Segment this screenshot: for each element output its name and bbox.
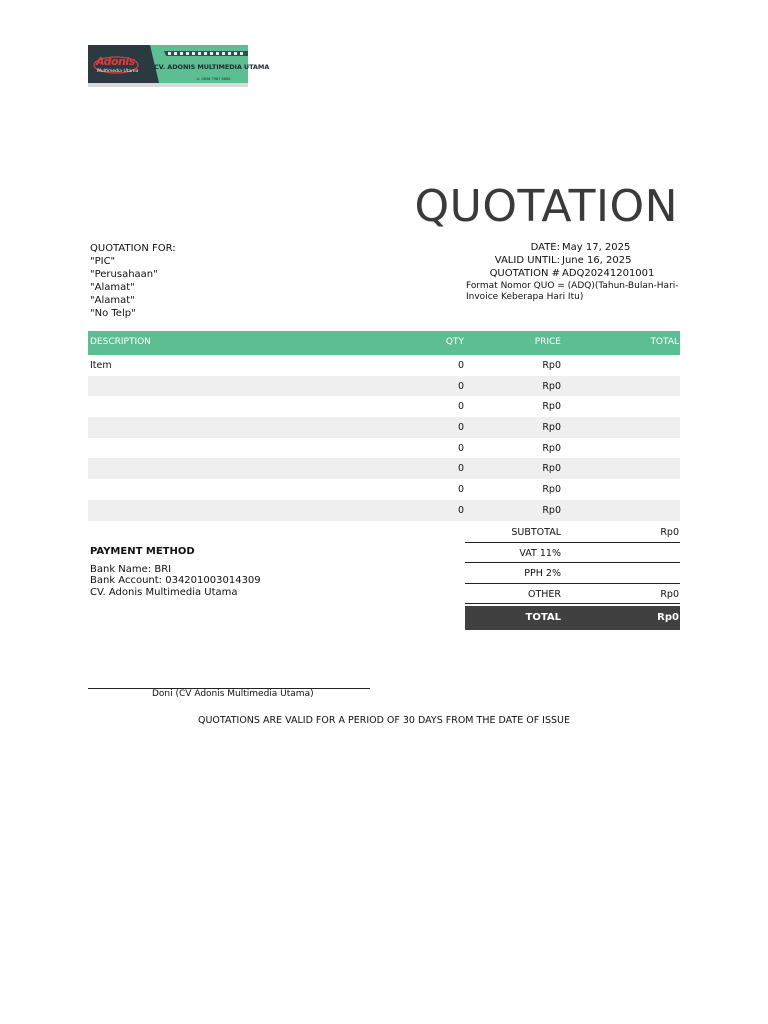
validity-text: QUOTATIONS ARE VALID FOR A PERIOD OF 30 DAYS FROM THE DATE OF ISSUE: [197, 715, 571, 726]
table-row: [88, 355, 680, 376]
row-price: Rp0: [542, 463, 561, 475]
row-qty: 0: [457, 401, 464, 413]
vat-label: VAT 11%: [519, 547, 561, 559]
account-holder: CV. Adonis Multimedia Utama: [90, 586, 238, 598]
payment-method: [90, 546, 261, 598]
client-pic: "PIC": [90, 256, 116, 267]
subtotal-row: [465, 522, 680, 543]
header-total: TOTAL: [650, 337, 679, 347]
items-table: [88, 331, 680, 521]
date-label: DATE:: [530, 242, 560, 253]
grand-total-value: Rp0: [657, 612, 679, 624]
table-row: [88, 396, 680, 417]
totals-summary: [465, 522, 680, 630]
signatory-name: Doni (CV Adonis Multimedia Utama): [152, 689, 314, 699]
logo-phone: ☏ 0856 7987 8886: [196, 77, 231, 81]
header-description: DESCRIPTION: [90, 337, 151, 347]
valid-until-value: June 16, 2025: [562, 255, 632, 266]
table-row: [88, 458, 680, 479]
row-price: Rp0: [542, 422, 561, 434]
row-qty: 0: [457, 484, 464, 496]
client-company: "Perusahaan": [90, 269, 158, 280]
client-heading: QUOTATION FOR:: [90, 243, 176, 254]
valid-until-label: VALID UNTIL:: [494, 255, 560, 266]
row-price: Rp0: [542, 504, 561, 516]
subtotal-label: SUBTOTAL: [511, 527, 561, 538]
quotation-number-label: QUOTATION #: [489, 268, 560, 279]
row-description: Item: [90, 360, 112, 371]
row-price: Rp0: [542, 360, 561, 371]
vat-row: [465, 543, 680, 564]
table-row: [88, 438, 680, 459]
quotation-number-value: ADQ20241201001: [562, 268, 655, 279]
row-qty: 0: [457, 422, 464, 434]
table-row: [88, 479, 680, 500]
format-note: Format Nomor QUO = (ADQ)(Tahun-Bulan-Hari-Invoice Keberapa Hari Itu): [466, 281, 679, 302]
other-label: OTHER: [527, 588, 561, 600]
row-price: Rp0: [542, 401, 561, 413]
row-price: Rp0: [542, 442, 561, 454]
document-title: QUOTATION: [414, 181, 678, 232]
grand-total-label: TOTAL: [525, 612, 561, 624]
client-info: [90, 242, 176, 320]
logo-company-name: CV. ADONIS MULTIMEDIA UTAMA: [154, 63, 270, 71]
validity-note: [0, 715, 768, 726]
client-address-1: "Alamat": [90, 282, 135, 293]
logo-subtitle: Multimedia Utama: [97, 69, 139, 74]
company-logo: [88, 45, 270, 87]
bank-account: Bank Account: 034201003014309: [90, 575, 261, 586]
date-value: May 17, 2025: [562, 242, 631, 253]
bank-name: Bank Name: BRI: [90, 563, 172, 575]
header-price: PRICE: [534, 337, 561, 347]
pph-row: [465, 563, 680, 584]
payment-title: PAYMENT METHOD: [90, 546, 195, 557]
grand-total-row: [465, 606, 680, 630]
client-address-2: "Alamat": [90, 295, 135, 306]
row-qty: 0: [457, 442, 464, 454]
subtotal-value: Rp0: [660, 527, 679, 538]
other-row: [465, 584, 680, 605]
header-qty: QTY: [445, 337, 464, 347]
table-row: [88, 417, 680, 438]
row-qty: 0: [457, 504, 464, 516]
table-row: [88, 376, 680, 397]
client-phone: "No Telp": [90, 308, 136, 319]
other-value: Rp0: [660, 588, 679, 600]
row-qty: 0: [457, 463, 464, 475]
row-price: Rp0: [542, 380, 561, 392]
table-row: [88, 500, 680, 521]
row-qty: 0: [457, 380, 464, 392]
table-header: [88, 331, 680, 355]
pph-label: PPH 2%: [524, 568, 561, 580]
logo-brand-text: Adonis: [96, 55, 135, 68]
row-qty: 0: [457, 360, 464, 371]
row-price: Rp0: [542, 484, 561, 496]
